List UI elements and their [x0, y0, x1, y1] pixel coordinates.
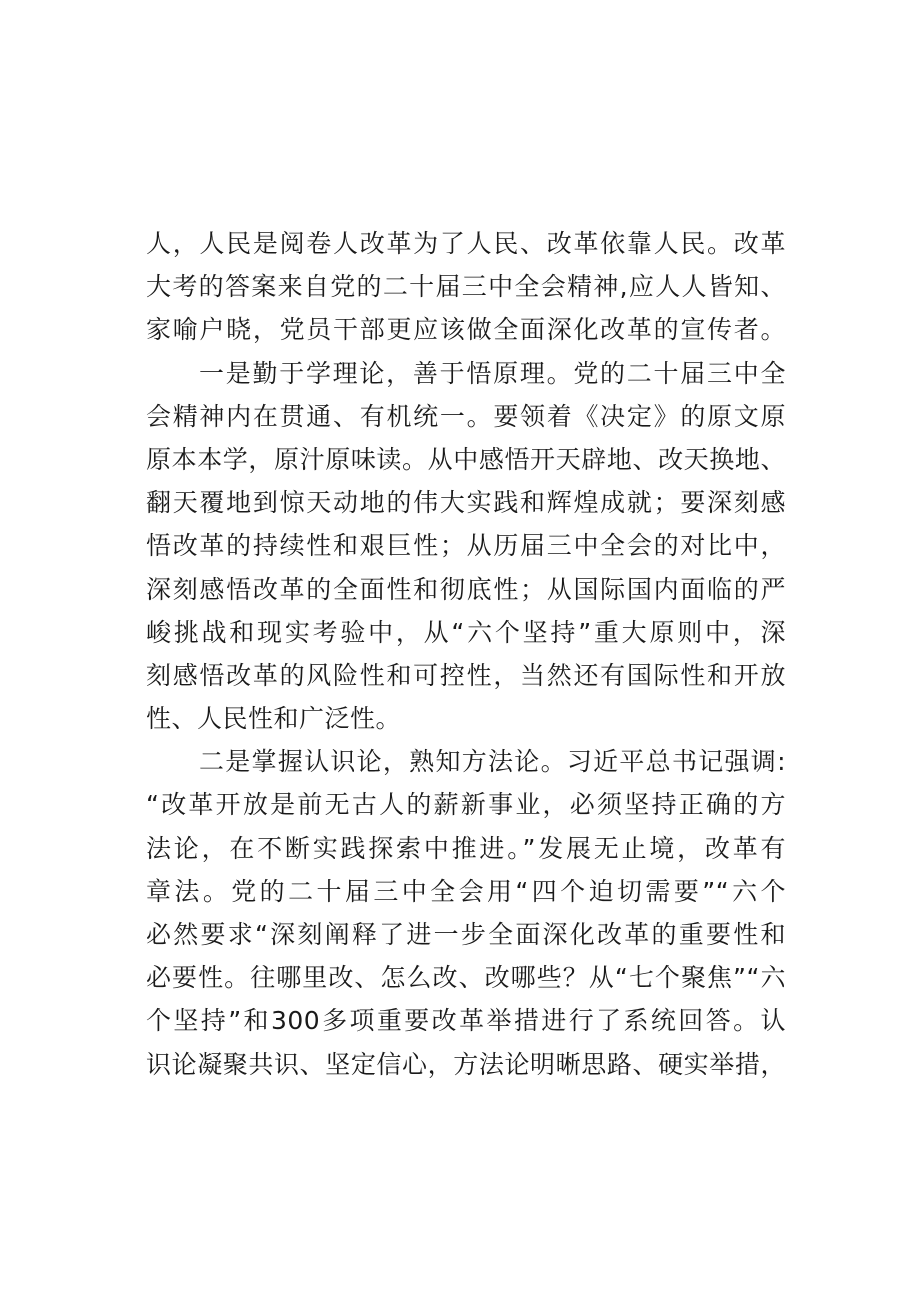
text-line-8: 悟改革的持续性和艰巨性；从历届三中全会的对比中， — [146, 531, 786, 561]
text-line-5: 会精神内在贯通、有机统一。要领着《决定》的原文原 — [146, 401, 786, 431]
text-line-14: “改革开放是前无古人的薪新事业，必须坚持正确的方 — [146, 790, 786, 820]
text-line-20: 识论凝聚共识、坚定信心，方法论明晰思路、硬实举措， — [146, 1049, 786, 1079]
paragraph-1-last-line: 性、人民性和广泛性。 — [146, 704, 402, 734]
text-line-10: 峻挑战和现实考验中，从“六个坚持”重大原则中，深 — [146, 617, 786, 647]
text-line-19: 个坚持”和300多项重要改革举措进行了系统回答。认 — [146, 1006, 786, 1036]
text-line-1: 人，人民是阅卷人改革为了人民、改革依靠人民。改革 — [146, 229, 786, 258]
text-line-2: 大考的答案来自党的二十届三中全会精神,应人人皆知、 — [146, 272, 786, 302]
text-line-7: 翻天覆地到惊天动地的伟大实践和辉煌成就；要深刻感 — [146, 488, 786, 518]
text-line-3: 家喻户晓，党员干部更应该做全面深化改革的宣传者。 — [146, 315, 786, 345]
paragraph-2-first-line: 二是掌握认识论，熟知方法论。习近平总书记强调: — [199, 747, 786, 777]
text-line-17: 必然要求“深刻阐释了进一步全面深化改革的重要性和 — [146, 920, 786, 949]
paragraph-1-first-line: 一是勤于学理论，善于悟原理。党的二十届三中全 — [199, 358, 786, 388]
document-body — [146, 222, 786, 1086]
text-line-15: 法论，在不断实践探索中推进。”发展无止境，改革有 — [146, 833, 786, 863]
text-line-16: 章法。党的二十届三中全会用“四个迫切需要”“六个 — [146, 876, 786, 906]
text-line-6: 原本本学，原汁原味读。从中感悟开天辟地、改天换地、 — [146, 444, 786, 474]
text-line-18: 必要性。往哪里改、怎么改、改哪些？从“七个聚焦”“六 — [146, 963, 786, 993]
text-line-11: 刻感悟改革的风险性和可控性，当然还有国际性和开放 — [146, 660, 786, 690]
text-line-9: 深刻感悟改革的全面性和彻底性；从国际国内面临的严 — [146, 574, 786, 604]
